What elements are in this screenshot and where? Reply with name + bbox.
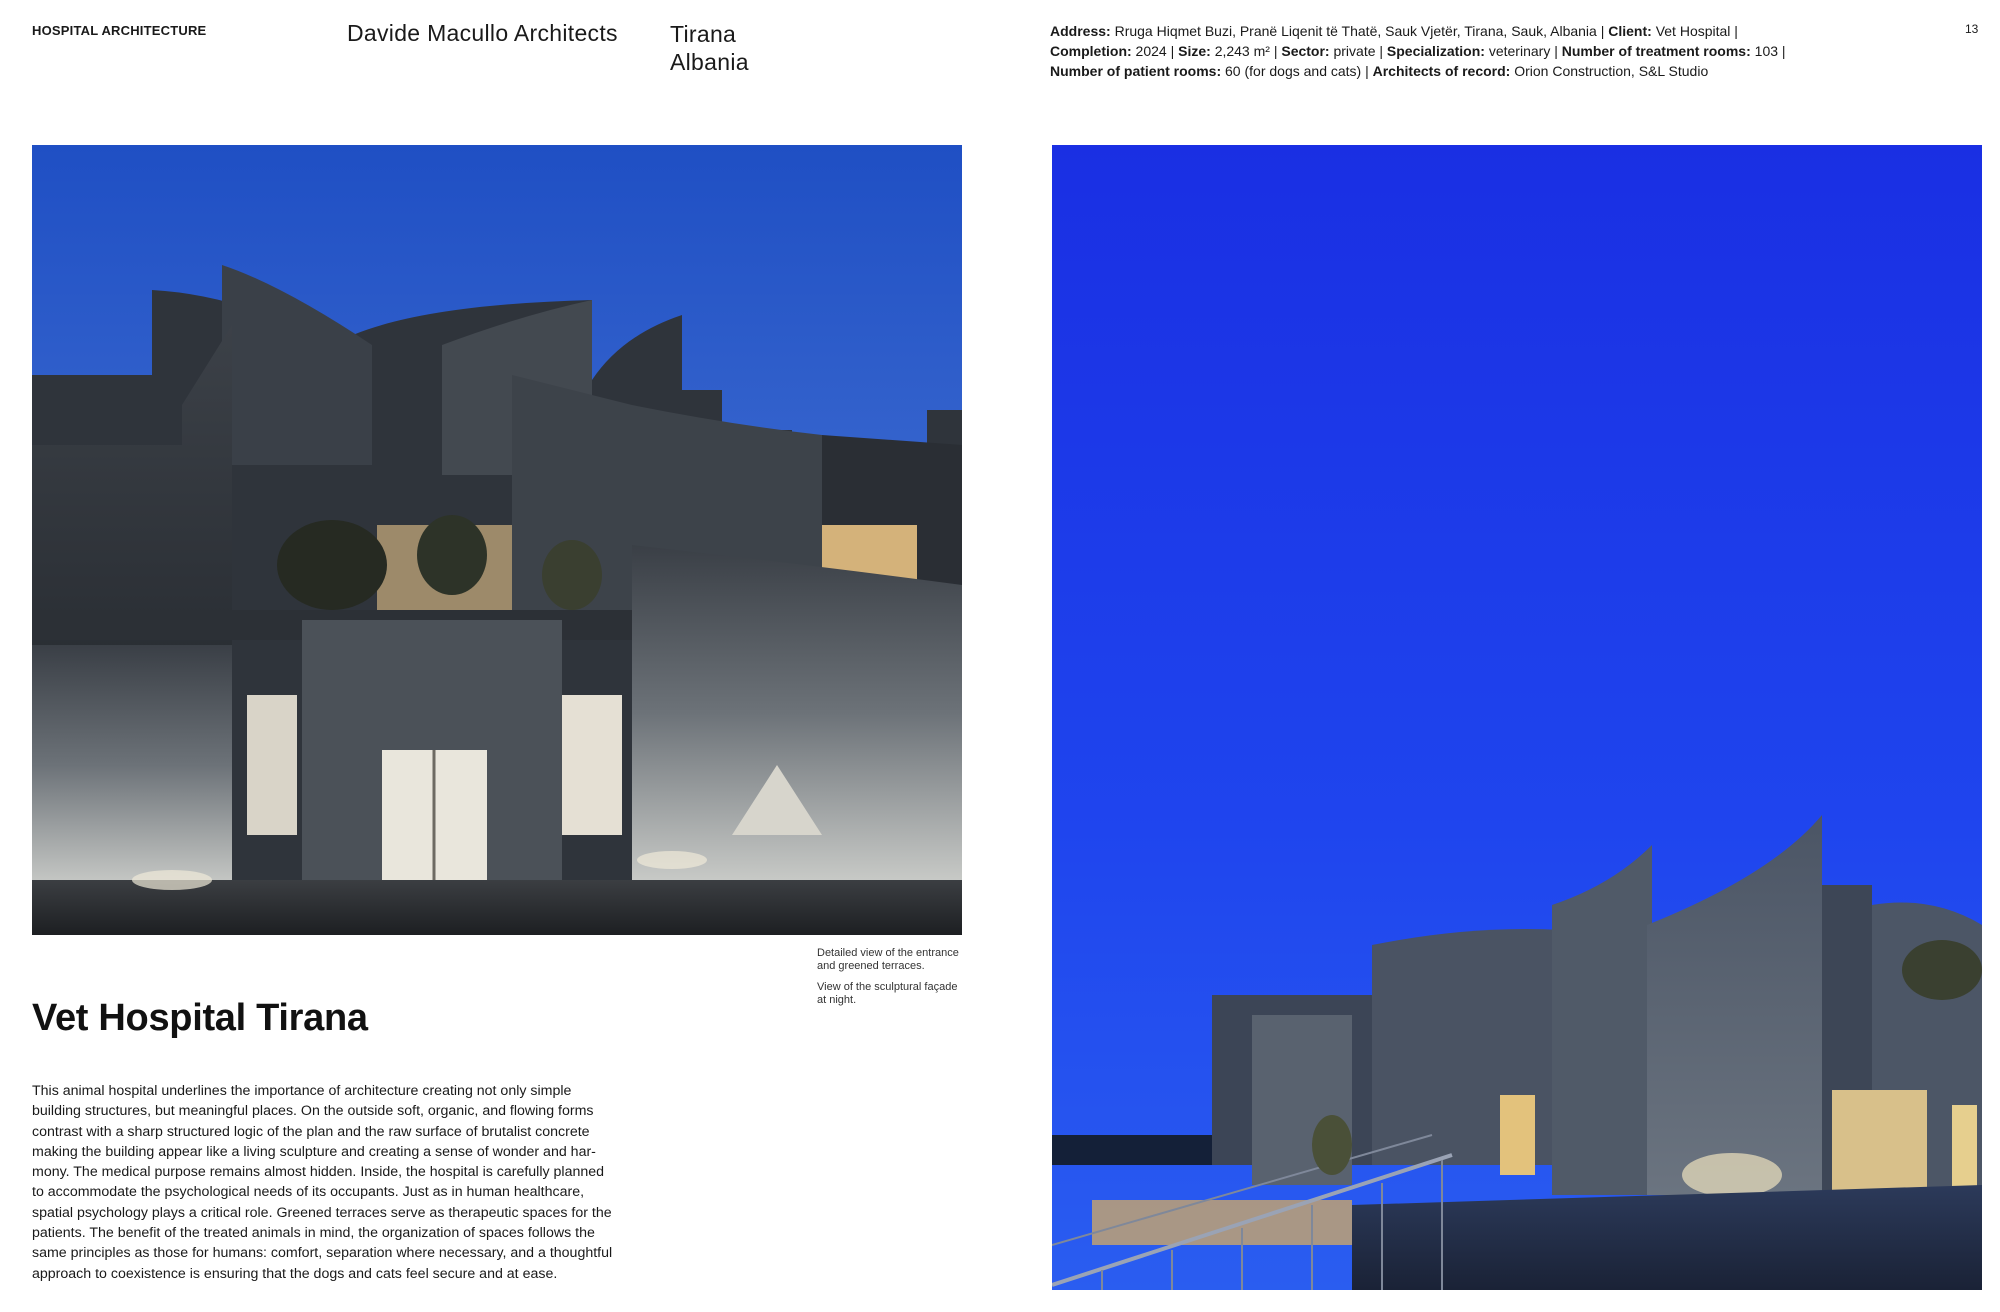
facade-photo — [1052, 145, 1982, 1290]
fact-key: Architects of record: — [1372, 63, 1515, 79]
fact-key: Specialization: — [1386, 43, 1489, 59]
caption-facade: View of the sculptural façade at night. — [817, 981, 958, 1006]
fact-value: 60 (for dogs and cats) | — [1225, 63, 1373, 79]
body-line: mony. The medical purpose remains almost hidden. Inside, the hospital is carefully planned — [32, 1164, 605, 1181]
fact-key: Completion: — [1050, 43, 1136, 59]
entrance-photo — [32, 145, 962, 935]
facts-line — [1050, 21, 1850, 41]
facts-line — [1050, 61, 1850, 81]
body-line: building structures, but meaningful places. On the outside soft, organic, and flowing forms — [32, 1103, 594, 1120]
fact-value: Rruga Hiqmet Buzi, Pranë Liqenit të Thatë, Sauk Vjetër, Tirana, Sauk, Albania | — [1114, 23, 1609, 39]
fact-value: 2024 | — [1135, 43, 1179, 59]
fact-value: private | — [1333, 43, 1387, 59]
entrance-photo-illustration — [32, 145, 962, 935]
fact-value: Orion Construction, S&L Studio — [1514, 63, 1709, 79]
fact-key: Size: — [1178, 43, 1215, 59]
fact-key: Client: — [1608, 23, 1656, 39]
body-line: This animal hospital underlines the importance of architecture creating not only simple — [32, 1083, 572, 1099]
fact-value: Vet Hospital | — [1655, 23, 1738, 39]
article-title: Vet Hospital Tirana — [32, 997, 368, 1039]
fact-key: Number of treatment rooms: — [1561, 43, 1755, 59]
fact-value: veterinary | — [1488, 43, 1562, 59]
facts-line — [1050, 41, 1850, 61]
fact-key: Sector: — [1281, 43, 1334, 59]
article-body — [32, 1081, 652, 1284]
project-facts — [1050, 21, 1850, 81]
fact-key: Number of patient rooms: — [1050, 63, 1226, 79]
body-line: approach to coexistence is ensuring that the dogs and cats feel secure and at ease. — [32, 1265, 558, 1282]
body-line: to accommodate the psychological needs of its occupants. Just as in human healthcare, — [32, 1184, 585, 1201]
caption-entrance: Detailed view of the entrance and greened terraces. — [817, 947, 959, 972]
page-number: 13 — [1965, 22, 1979, 36]
location-city: Tirana — [670, 21, 737, 47]
section-label: HOSPITAL ARCHITECTURE — [32, 23, 207, 38]
body-line: same principles as those for humans: comfort, separation where necessary, and a thoughtful — [32, 1245, 613, 1262]
project-location — [670, 20, 749, 76]
fact-value: 103 | — [1754, 43, 1786, 59]
body-line: spatial psychology plays a critical role. Greened terraces serve as therapeutic spaces for the — [32, 1204, 612, 1221]
body-line: making the building appear like a living sculpture and creating a sense of wonder and har- — [32, 1143, 596, 1160]
facade-photo-illustration — [1052, 145, 1982, 1290]
body-line: contrast with a sharp structured logic of the plan and the raw surface of brutalist concrete — [32, 1123, 590, 1140]
architect-name: Davide Macullo Architects — [347, 20, 618, 46]
fact-key: Address: — [1050, 23, 1115, 39]
body-line: patients. The benefit of the treated animals in mind, the organization of spaces follows the — [32, 1225, 595, 1242]
location-country: Albania — [670, 49, 749, 75]
photo-captions — [817, 947, 967, 1015]
fact-value: 2,243 m² | — [1214, 43, 1282, 59]
